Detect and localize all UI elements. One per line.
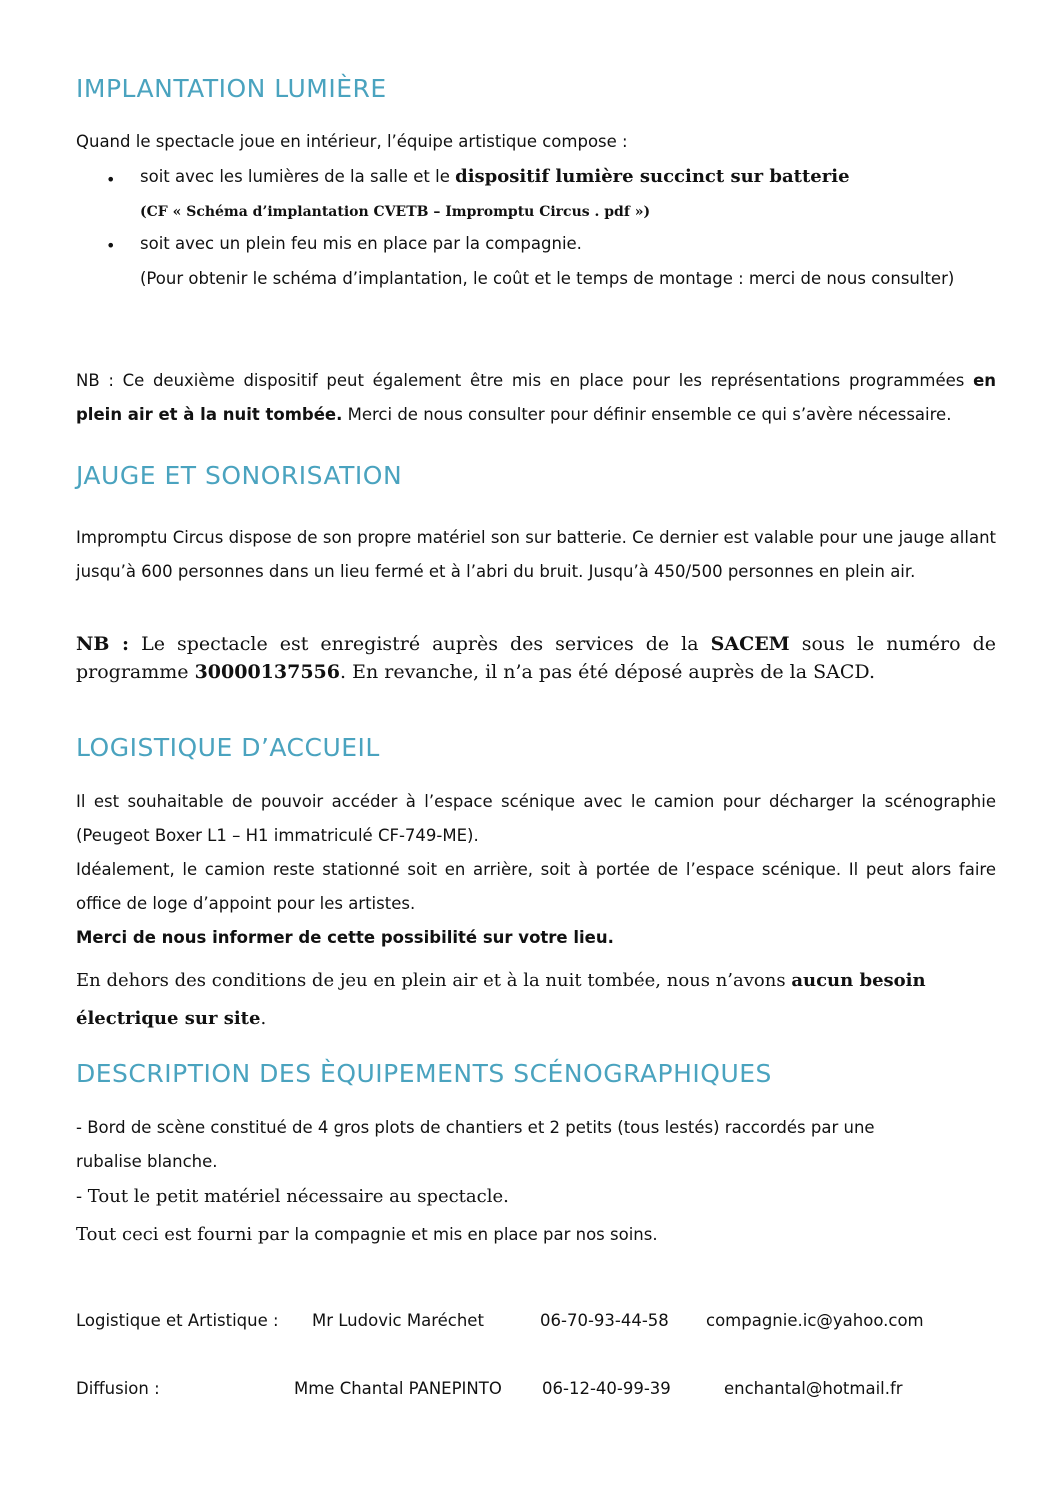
logistics-paragraph-2: Idéalement, le camion reste stationné soit en arrière, soit à portée de l’espace scénique. Il peut alors faire office de loge d’appoint pour les artistes. — [76, 860, 996, 913]
contact-role: Diffusion : — [76, 1379, 160, 1398]
sacem-label: SACEM — [710, 633, 790, 655]
lighting-intro: Quand le spectacle joue en intérieur, l’équipe artistique compose : — [76, 132, 628, 151]
sound-nb-label: NB : — [76, 633, 130, 655]
sound-paragraph: Impromptu Circus dispose de son propre matériel son sur batterie. Ce dernier est valable pour une jauge allant jusqu’à 600 personnes dans un lieu fermé et à l’abri du bruit. Jusqu’à 450/500 personnes en plein air. — [76, 528, 996, 581]
equipment-item-1: - Bord de scène constitué de 4 gros plots de chantiers et 2 petits (tous lestés) raccordés par une rubalise blanche. — [76, 1118, 875, 1171]
contact-email[interactable]: compagnie.ic@yahoo.com — [706, 1311, 924, 1330]
section-title-logistics: LOGISTIQUE D’ACCUEIL — [76, 733, 380, 762]
lighting-nb-text: NB : Ce deuxième dispositif peut également être mis en place pour les représentations programmées — [76, 371, 974, 390]
equipment-item-3-tail: la compagnie et mis en place par nos soins. — [294, 1225, 658, 1244]
contact-name: Mr Ludovic Maréchet — [312, 1311, 484, 1330]
logistics-paragraph-4 — [76, 962, 996, 1038]
lighting-nb-bold: en plein air et à la nuit tombée. — [76, 371, 996, 424]
bullet-marker: • — [106, 236, 116, 255]
logistics-paragraph-4-tail: . — [260, 1008, 267, 1029]
lighting-bullet-1-text: soit avec les lumières de la salle et le — [140, 167, 456, 186]
lighting-bullet-2-note: (Pour obtenir le schéma d’implantation, le coût et le temps de montage : merci de nous consulter) — [140, 269, 955, 288]
lighting-nb-tail: Merci de nous consulter pour définir ensemble ce qui s’avère nécessaire. — [342, 405, 952, 424]
logistics-paragraph-3: Merci de nous informer de cette possibilité sur votre lieu. — [76, 928, 614, 947]
sound-nb — [76, 630, 996, 686]
equipment-item-2: - Tout le petit matériel nécessaire au spectacle. — [76, 1186, 509, 1207]
lighting-bullet-1-note: (CF « Schéma d’implantation CVETB – Impromptu Circus . pdf ») — [140, 204, 651, 220]
equipment-item-3 — [76, 1224, 658, 1245]
contact-phone[interactable]: 06-70-93-44-58 — [540, 1311, 669, 1330]
section-title-equipment: DESCRIPTION DES ÈQUIPEMENTS SCÉNOGRAPHIQUES — [76, 1059, 772, 1088]
bullet-marker: • — [106, 170, 116, 189]
equipment-item-3-text: Tout ceci est fourni par — [76, 1224, 295, 1245]
lighting-bullet-1-bold: dispositif lumière succinct sur batterie — [455, 166, 850, 187]
section-title-lighting: IMPLANTATION LUMIÈRE — [76, 74, 387, 103]
contact-role: Logistique et Artistique : — [76, 1311, 279, 1330]
logistics-paragraph-4-bold: aucun besoin — [791, 970, 926, 991]
lighting-nb — [76, 364, 996, 432]
logistics-paragraph-4-bold-2: électrique sur site — [76, 1008, 261, 1029]
contact-phone[interactable]: 06-12-40-99-39 — [542, 1379, 671, 1398]
lighting-bullet-2: soit avec un plein feu mis en place par la compagnie. — [140, 234, 582, 253]
sound-nb-tail: . En revanche, il n’a pas été déposé auprès de la SACD. — [340, 661, 875, 683]
lighting-bullet-1 — [140, 166, 850, 187]
program-number: 30000137556 — [194, 661, 341, 683]
contact-email[interactable]: enchantal@hotmail.fr — [724, 1379, 903, 1398]
sound-nb-mid: sous le numéro de programme — [76, 633, 996, 683]
contact-name: Mme Chantal PANEPINTO — [294, 1379, 502, 1398]
logistics-paragraph-4-text: En dehors des conditions de jeu en plein air et à la nuit tombée, nous n’avons — [76, 970, 792, 991]
sound-nb-text: Le spectacle est enregistré auprès des services de la — [129, 633, 711, 655]
section-title-sound: JAUGE ET SONORISATION — [76, 461, 403, 490]
logistics-paragraph-1: Il est souhaitable de pouvoir accéder à l’espace scénique avec le camion pour décharger la scénographie (Peugeot Boxer L1 – H1 immatriculé CF-749-ME). — [76, 792, 996, 845]
